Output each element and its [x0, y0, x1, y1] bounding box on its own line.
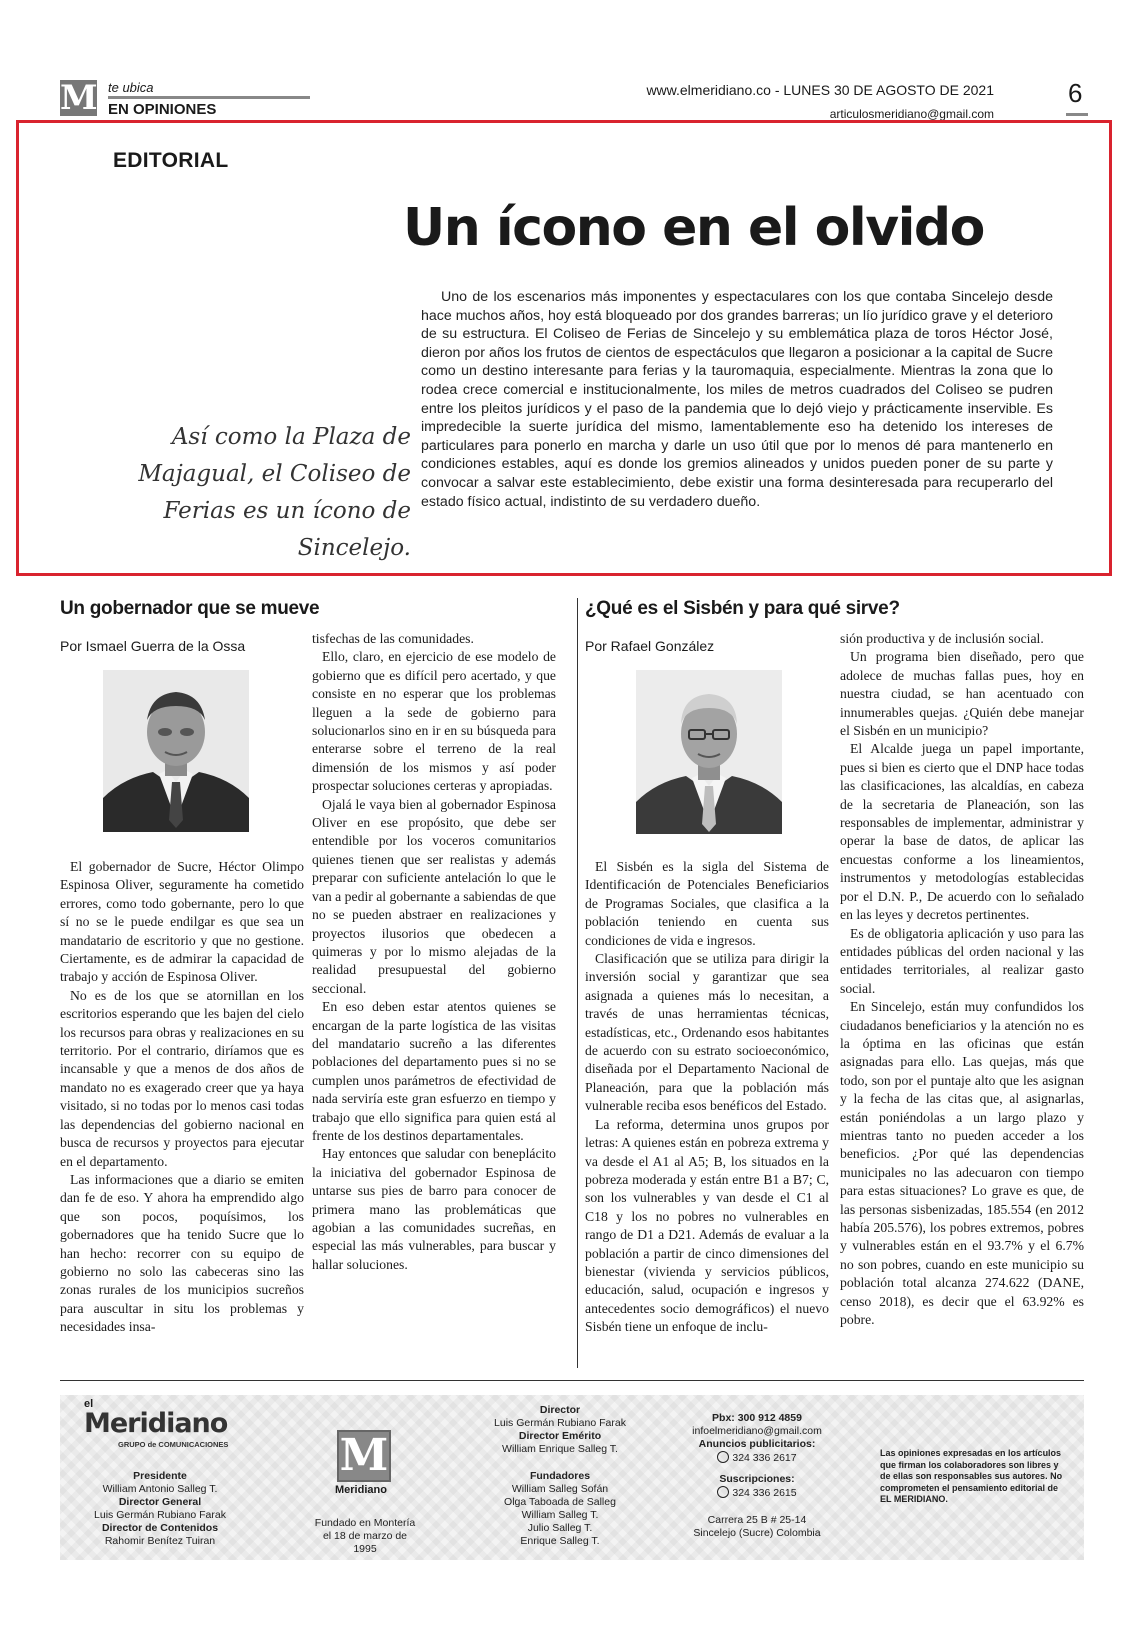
brand-logo-text: Meridiano — [84, 1408, 228, 1439]
article-1-byline: Por Ismael Guerra de la Ossa — [60, 638, 246, 654]
editorial-label: EDITORIAL — [113, 149, 229, 172]
editorial-box — [16, 120, 1112, 576]
editorial-body: Uno de los escenarios más imponentes y espectaculares con los que contaba Sincelejo desde hace muchos años, hoy está bloqueado por dos grandes barreras; un lío jurídico grave y el deterioro de su estructura. El Coliseo de Ferias de Sincelejo y su emblemática plaza de toros Héctor José, dieron por años los frutos de cientos de espectáculos que llegaron a posicionar a la capital de Sucre como un destino interesante para ferias y la tauromaquia, especialmente. Mientras la zona que lo rodea crece comercial e institucionalmente, los miles de metros cuadrados del Coliseo se pudren entre los pleitos jurídicos y el paso de la pandemia que lo dejó viejo y prácticamente inservible. Es impredecible la suerte jurídica del mismo, lamentablemente eso ha detenido los intereses de particulares para ponerlo en marcha y darle un uso útil que por lo menos dé para mantenerlo en condiciones estables, aquí es donde los gremios alineados y unidos pueden poner de su parte y convocar a salvar este establecimiento, debe existir una forma desinteresada para recuperarlo del estado físico actual, indistinto de su verdadero dueño. — [421, 289, 1053, 510]
article-paragraph: Ojalá le vaya bien al gobernador Espinosa Oliver en ese propósito, que debe ser entendible por los voceros comunitarios quienes tienen que ser realistas y además preparar con suficiente antelación lo que le van a pedir al gobernante a sabiendas de que no se pueden abstraer en realizaciones y proyectos ilusorios que obedecen a quimeras y por lo mismo alejadas de la realidad presupuestal del gobierno seccional. — [312, 796, 556, 996]
whatsapp-icon — [717, 1451, 729, 1463]
page-number: 6 — [1068, 78, 1083, 108]
person-name: Rahomir Benítez Tuiran — [104, 1535, 216, 1547]
article-1-column-2 — [312, 630, 556, 1274]
article-paragraph: Las informaciones que a diario se emiten dan fe de eso. Y ahora ha emprendido algo que son pocos, poquísimos, los gobernadores que ha tenido Sucre que lo han hecho: recorrer con su equipo de gobierno no solo las cabeceras sino las zonas rurales de los municipios sucreños para auscultar in situ los problemas y necesidades insa- — [60, 1171, 304, 1335]
article-paragraph: sión productiva y de inclusión social. — [840, 631, 1044, 646]
article-paragraph: El Alcalde juega un papel importante, pues si bien es cierto que el DNP hace todas las clasificaciones, las alcaldías, en cabeza de la secretaria de Planeación, son las responsables de implementar, administrar y operar la base de datos, de aplicar las encuestas conforme a los lineamientos, instrumentos y metodologías establecidas por el D.N. P., De acuerdo con lo señalado en las leyes y decretos pertinentes. — [840, 741, 1084, 923]
person-name: William Salleg Sofán — [511, 1483, 609, 1495]
article-paragraph: La reforma, determina unos grupos por letras: A quienes están en pobreza extrema y va desde el A1 al A5; B, los situados en la pobreza moderada y están entre B1 a B7; C, son los vulnerables y van desde el C1 al C18 y los no pobres no vulnerables en rango de D1 a D21. Además de evaluar a la población a partir de cinco dimensiones del bienestar (vivienda y servicios públicos, educación, salud, ocupación e ingresos y antecedentes socio demográficos) el nuevo Sisbén tiene un enfoque de inclu- — [585, 1116, 829, 1335]
section-title: EN OPINIONES — [108, 101, 217, 118]
ads-label: Anuncios publicitarios: — [698, 1438, 816, 1450]
article-2-title: ¿Qué es el Sisbén y para qué sirve? — [585, 598, 900, 619]
address: Carrera 25 B # 25-14 — [707, 1514, 807, 1526]
articles-email[interactable]: articulosmeridiano@gmail.com — [829, 107, 994, 121]
role-label: Presidente — [133, 1470, 187, 1482]
person-name: Luis Germán Rubiano Farak — [94, 1509, 226, 1521]
article-paragraph: No es de los que se atornillan en los escritorios esperando que les bajen del cielo los recursos para obras y realizaciones en su territorio. Por el contrario, diríamos que es incansable y que a menos de dos años de mandato no es exagerado creer que ya haya visitado, si no todas por lo menos casi todas las dependencias del gobierno nacional en busca de recursos y proyectos para ejecutar en el departamento. — [60, 987, 304, 1169]
person-name: Enrique Salleg T. — [520, 1535, 600, 1547]
article-2-column-2 — [840, 630, 1084, 1329]
header-divider — [108, 96, 310, 99]
brand-prefix: el — [84, 1398, 94, 1410]
person-name: Julio Salleg T. — [527, 1522, 593, 1534]
role-label: Director — [539, 1404, 581, 1416]
ads-phone-number: 324 336 2617 — [732, 1452, 797, 1464]
editorial-pull-quote: Así como la Plaza de Majagual, el Coliseo de Ferias es un ícono de Sincelejo. — [138, 424, 411, 561]
article-1-column-1 — [60, 858, 304, 1337]
city: Sincelejo (Sucre) Colombia — [693, 1527, 821, 1539]
author-photo-rafael — [636, 670, 782, 834]
whatsapp-icon — [717, 1486, 729, 1498]
staff-left — [80, 1470, 240, 1548]
editorial-title: Un ícono en el olvido — [403, 198, 984, 258]
footer-logo: M — [337, 1430, 391, 1482]
article-paragraph: Hay entonces que saludar con beneplácito la iniciativa del gobernador Espinosa de untarse sus pies de barro para conocer de primera mano las problemáticas que agobian a las comunidades sucreñas, en especial las más vulnerables, para buscar y hallar soluciones. — [312, 1146, 556, 1272]
article-paragraph: Ello, claro, en ejercicio de ese modelo de gobierno que es difícil pero acertado, y que consiste en no esperar que los problemas lleguen a la sede de gobierno para solucionarlos sino en ir en su búsqueda para enterarse sobre el terreno de la real dimensión de los mismos y así poder prospectar soluciones certeras y apropiadas. — [312, 649, 556, 794]
page-number-underline — [1066, 113, 1088, 116]
newspaper-logo: M — [60, 78, 98, 118]
article-paragraph: tisfechas de las comunidades. — [312, 631, 474, 646]
article-paragraph: Un programa bien diseñado, pero que adolece de muchas fallas pues, hoy en nuestra ciudad, se han acentuado con innumerables quejas. ¿Quién debe manejar el Sisbén en un municipio? — [840, 649, 1084, 739]
article-1-title: Un gobernador que se mueve — [60, 598, 320, 619]
role-label: Director General — [118, 1496, 202, 1508]
person-name: William Enrique Salleg T. — [502, 1443, 618, 1455]
footer-logo-name: Meridiano — [335, 1484, 387, 1496]
article-paragraph: El gobernador de Sucre, Héctor Olimpo Espinosa Oliver, seguramente ha cometido errores, como todo gobernante, pero lo que sí no se le puede endilgar es que sea un mandatario de escritorio y que no gestione. Ciertamente, es de admirar la capacidad de trabajo y acción de Espinosa Oliver. — [60, 859, 304, 985]
role-label: Director de Contenidos — [101, 1522, 219, 1534]
footer-divider — [60, 1380, 1084, 1381]
brand-group: GRUPO de COMUNICACIONES — [118, 1440, 229, 1449]
person-name: William Salleg T. — [521, 1509, 599, 1521]
article-paragraph: El Sisbén es la sigla del Sistema de Identificación de Potenciales Beneficiarios de Programas Sociales, que clasifica a la población teniendo en cuenta sus condiciones de vida e ingresos. — [585, 859, 829, 948]
disclaimer: Las opiniones expresadas en los artículos que firman los colaboradores son libres y de ellas son responsables sus autores. No comprometen el pensamiento editorial de EL MERIDIANO. — [880, 1448, 1063, 1504]
subscriptions-label: Suscripciones: — [719, 1473, 795, 1485]
subscriptions-phone[interactable] — [672, 1486, 842, 1500]
author-photo-ismael — [103, 670, 249, 832]
article-2-byline: Por Rafael González — [585, 638, 715, 654]
role-label: Director Emérito — [518, 1430, 602, 1442]
ads-phone[interactable] — [672, 1451, 842, 1465]
info-email[interactable]: infoelmeridiano@gmail.com — [692, 1425, 822, 1437]
person-name: Luis Germán Rubiano Farak — [494, 1417, 626, 1429]
article-paragraph: En Sincelejo, están muy confundidos los ciudadanos beneficiarios y la atención no es la óptima en las oficinas que están asignadas para ello. Las quejas, más que todo, son por el puntaje alto que les asignan y la fecha de las citas que, al asignarlas, están poniéndolas a un largo plazo y mientras tanto no pueden acceder a los beneficios. ¿Por qué las dependencias municipales no las adecuaron con tiempo para estas situaciones? Lo grave es que, de las personas sisbenizadas, 185.554 (en 2012 había 205.576), los pobres extremos, pobres y vulnerables están en el 93.7% y el 6.7% no son pobres, cuando en este municipio su población total alcanza 274.622 (DANE, censo 2018), es decir que el 63.92% es pobre. — [840, 999, 1084, 1328]
contact-block — [672, 1412, 842, 1540]
subscriptions-phone-number: 324 336 2615 — [732, 1487, 797, 1499]
person-name: William Antonio Salleg T. — [102, 1483, 218, 1495]
role-label: Fundadores — [529, 1470, 591, 1482]
article-paragraph: Clasificación que se utiliza para dirigir la inversión social y garantizar que sea asignada a quienes más lo necesitan, a través de unas herramientas técnicas, estadísticas, etc., Ordenando esos habitantes de acuerdo con su estrato socioeconómico, diseñada por el Departamento Nacional de Planeación, para que la población más vulnerable reciba esos benéficos del Estado. — [585, 951, 829, 1114]
article-paragraph: Es de obligatoria aplicación y uso para las entidades públicas del orden nacional y las entidades territoriales, al realizar gasto social. — [840, 925, 1084, 996]
article-paragraph: En eso deben estar atentos quienes se encargan de la parte logística de las visitas del mandatario sucreño a las diferentes poblaciones del departamento pues si no se cumplen unos parámetros de efectividad de nada serviría este gran esfuerzo en tiempo y trabajo que ello significa para quien está al frente de los destinos departamentales. — [312, 999, 556, 1143]
site-and-date[interactable]: www.elmeridiano.co - LUNES 30 DE AGOSTO DE 2021 — [646, 82, 994, 98]
staff-center — [470, 1404, 650, 1548]
person-name: Olga Taboada de Salleg — [504, 1496, 616, 1508]
pbx[interactable]: Pbx: 300 912 4859 — [712, 1412, 802, 1424]
header-tagline: te ubica — [108, 80, 154, 95]
article-2-column-1 — [585, 858, 829, 1337]
founding-note: Fundado en Montería el 18 de marzo de 1995 — [314, 1517, 416, 1555]
column-divider — [577, 598, 578, 1368]
